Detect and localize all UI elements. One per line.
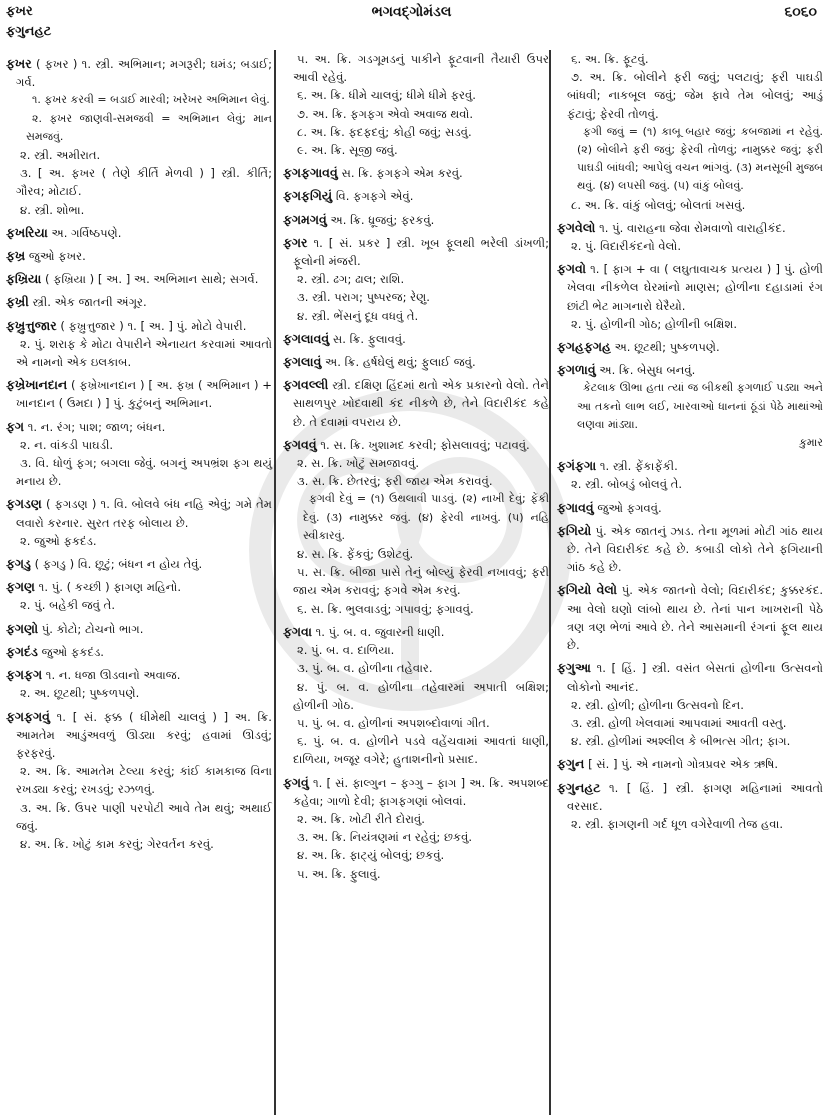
sense-item [557, 196, 823, 214]
sense-item [6, 436, 272, 454]
dictionary-entry [6, 643, 272, 661]
entry-text: ૧. [ સં. પ્રકર ] સ્ત્રી. ખૂબ ફૂલથી ભરેલી ડાંખળી; ફૂલોની મંજરી. [293, 235, 549, 269]
dictionary-entry [283, 211, 549, 229]
entry-text: ૪. પું. બ. વ. હોળીના તહેવારમાં અપાતી બક્ષિશ; હોળીની ગોઠ. [293, 679, 549, 712]
sense-item [6, 201, 272, 219]
column-divider [274, 50, 276, 1115]
entry-text: ફગવી દેવું = (૧) ઉથલાવી પાડવું. (૨) નાખી દેવું; ફેંકી દેવું. (૩) નામુક્કર જવું. (૪) ફેરવી નાખવું. (૫) નહિ સ્વીકારવું. [303, 492, 549, 542]
entry-text: ૧. [ સં. ફક્ક ( ધીમેથી ચાલવું ) ] અ. ક્રિ. આમતેમ આડુંઅવળું ઊડ્યા કરવું; હવામાં ઊડવું; ફરફરવું. [16, 709, 272, 760]
entry-text: અ. ક્રિ. હર્ષઘેલું થવું; ફુલાઈ જવું. [325, 355, 476, 370]
entry-text: સ્ત્રી. એક જાતની અંગૂર. [32, 295, 147, 310]
entry-text: ૩. વિ. ધોળું ફગ; બગલા જેવું. બગનું અપભ્રંશ ફગ થયું મનાય છે. [16, 456, 272, 489]
entry-text: ૨. સ્ત્રી. ઢગ; ઢાલ; રાશિ. [297, 272, 405, 287]
dictionary-entry [6, 317, 272, 335]
dictionary-entry [557, 338, 823, 356]
dictionary-entry [557, 755, 823, 773]
sense-item [283, 307, 549, 325]
headword: ફગલાવું [283, 354, 322, 370]
headword: ફગફગવું [6, 708, 50, 724]
headword: ફગ [6, 418, 25, 434]
sense-item [283, 123, 549, 141]
dictionary-entry [283, 330, 549, 348]
dictionary-column-2 [283, 50, 549, 883]
entry-text: પું. એક જાતનું ઝાડ. તેના મૂળમાં મોટી ગાંઠ થાય છે. તેને વિદારીકંદ કહે છે. કબાડી લોકો તેને ફગિયાની ગાંઠ કહે છે. [567, 523, 823, 575]
headword: ફગળાવું [557, 362, 596, 378]
dictionary-entry [6, 418, 272, 436]
entry-text: ૨. અ. ક્રિ. આમતેમ ટેલ્યા કરવું; કાંઈ કામકાજ વિના રખડ્યા કરવું; રખડવું; રઝળવું. [16, 764, 272, 797]
dictionary-entry [557, 361, 823, 379]
entry-text: ૨. સ્ત્રી. હોળી; હોળીના ઉત્સવનો દિન. [571, 697, 744, 712]
sense-item [283, 86, 549, 104]
entry-text: ૨. સ્ત્રી. ફાગણની ગર્દ ધૂળ વગેરેવાળી તેજ હવા. [571, 816, 784, 831]
sense-item [6, 762, 272, 798]
headword: ફગાવવું [557, 499, 594, 515]
sense-item [6, 164, 272, 200]
sense-item [6, 335, 272, 371]
headword: ફખ્રુત્તુજાર [6, 317, 57, 333]
entry-text: ( ફખ્રિયા ) [ અ. ] અ. અભિમાન સાથે; સગર્વ. [45, 272, 259, 287]
headword: ફગુનહટ [557, 779, 601, 795]
entry-text: ૨. પું. હોળીની ગોઠ; હોળીની બક્ષિશ. [571, 316, 738, 331]
entry-text: ૩. અ. ક્રિ. ઉપર પાણી પરપોટી આવે તેમ થવું; અથાઈ જવું. [16, 800, 272, 833]
entry-text: [ સં. ] પું. એ નામનો ગોત્રપ્રવર એક ઋષિ. [588, 757, 779, 772]
headword: ફગવું [283, 774, 309, 790]
book-title: ભગવદ્ગોમંડલ [371, 4, 452, 20]
entry-text: કુમાર [799, 436, 823, 450]
dictionary-entry [557, 219, 823, 237]
dictionary-entry [283, 353, 549, 371]
entry-text: ૧. ન. રંગ; પાશ; જાળ; બંધન. [27, 419, 166, 434]
sense-item [283, 141, 549, 159]
entry-text: ૬. અ. ક્રિ. ધીમે ચાલવું; ધીમે ધીમે ફરવું. [297, 88, 476, 103]
entry-text: ૨. ફખર જાણવી-સમજવી = અભિમાન લેવું; માન સમજવું. [26, 111, 272, 143]
dictionary-entry [283, 774, 549, 810]
entry-text: ૭. અ. ક્રિ. ફગફગ એવો અવાજ થવો. [297, 106, 474, 121]
entry-text: ૪. સ્ત્રી. શોભા. [20, 202, 85, 217]
headword: ફગવા [283, 623, 312, 639]
usage-example [6, 91, 272, 109]
entry-text: સ. ક્રિ. ફગફગે એમ કરવું. [341, 166, 463, 181]
sense-item [283, 846, 549, 864]
entry-text: ૨. અ. છૂટથી; પુષ્કળપણે. [20, 686, 140, 701]
entry-text: ૪. અ. ક્રિ. ખોટું કામ કરવું; ગેરવર્તન કરવું. [20, 836, 214, 851]
dictionary-entry [557, 457, 823, 475]
entry-text: ૧. પું. વારાહના જેવા રોમવાળો વારાહીકંદ. [599, 220, 786, 235]
headword: ફગડુ [6, 556, 31, 572]
guide-word-first: ફખર [6, 4, 33, 19]
dictionary-entry [6, 555, 272, 573]
entry-text: ૫. પું. બ. વ. હોળીનાં અપશબ્દોવાળાં ગીત. [297, 715, 490, 730]
headword: ફગલાવવું [283, 330, 330, 346]
entry-text: ફગી જવું = (૧) કાબૂ બહાર જવું; કબજામાં ન રહેવું. (૨) બોલીને ફરી જવું; ફેરવી તોળવું; નામુક્કર જવું; ફરી પાઘડી બાંધવી; આપેલું વચન ભાંગવું. (૩) મનસૂબી મુજબ થવું. (૪) લપસી જવું. (૫) વાંકું બોલવું. [577, 124, 823, 193]
headword: ફખર [6, 56, 32, 71]
entry-text: ૨. સ્ત્રી. બોબડું બોલવું તે. [571, 477, 683, 492]
headword: ફખરિયા [6, 224, 48, 240]
dictionary-entry [6, 666, 272, 684]
dictionary-entry [557, 659, 823, 695]
headword: ફગડણ [6, 496, 42, 512]
sense-item [283, 563, 549, 599]
headword: ફગદંડ [6, 643, 38, 659]
entry-text: ૧. [ હિં. ] સ્ત્રી. વસંત બેસતાં હોળીના ઉત્સવનો લોકોનો આનંદ. [567, 661, 824, 694]
sense-item [283, 600, 549, 618]
headword: ફગિયો [557, 522, 592, 538]
entry-text: અ. છૂટથી; પુષ્કળપણે. [614, 340, 720, 355]
dictionary-entry [557, 581, 823, 654]
entry-text: સ. ક્રિ. ફુલાવવું. [332, 331, 406, 346]
entry-text: ૧. સ. ક્રિ. ખુશામદ કરવી; ફોસલાવવું; પટાવવું. [320, 437, 530, 452]
entry-text: અ. ગર્વિષ્ઠપણે. [51, 225, 122, 240]
entry-text: ૨. પું. બ. વ. દાળિયા. [297, 643, 395, 658]
dictionary-entry [6, 708, 272, 763]
entry-text: ૧. [ ફાગ + વા ( લઘુતાવાચક પ્રત્યય ) ] પું. હોળી ખેલવા નીકળેલ ઘેરમાંનો માણસ; હોળીના દહાડામાં રંગ છાંટી ભેટ માગનારો ઘેરૈયો. [567, 262, 823, 313]
entry-text: જુઓ ફકદંડ. [41, 644, 104, 659]
headword: ફગંફગા [557, 458, 597, 474]
entry-text: ૧. ન. ધજા ઊડવાનો અવાજ. [45, 668, 181, 683]
entry-text: ૬. પું. બ. વ. હોળીને પડવે વહેંચવામાં આવતાં ધાણી, દાળિયા, ખજૂર વગેરે; હુતાશનીનો પ્રસાદ. [293, 734, 549, 767]
entry-text: ૩. અ. ક્રિ. નિયંત્રણમાં ન રહેવું; છકવું. [297, 830, 473, 845]
entry-text: ૧. પું. ( કચ્છી ) ફાગણ મહિનો. [38, 580, 182, 595]
headword: ફખ્રી [6, 294, 29, 310]
sense-item [6, 532, 272, 550]
entry-text: ૨. પું. શરાફ કે મોટા વેપારીને એનાયત કરવામાં આવતો એ નામનો એક ઇલકાબ. [16, 336, 272, 370]
entry-text: કેટલાક ઊભા હતા ત્યાં જ બીકથી ફગળાઈ પડ્યા અને આ તકનો લાભ લઈ, ખારવાઓ ધાનનાં ઠૂંડાં પેઠે માથાંઓ લણવા માંડ્યા. [577, 381, 823, 431]
sense-item [6, 799, 272, 835]
entry-text: ૨. સ. ક્રિ. ખોટું સમજાવવું. [297, 456, 420, 471]
entry-text: જુઓ ફખર. [28, 249, 86, 264]
dictionary-entry [6, 224, 272, 242]
entry-text: ૩. [ અ. ફખર ( તેણે કીર્તિ મેળવી ) ] સ્ત્રી. કીર્તિ; ગૌરવ; મોટાઈ. [16, 166, 272, 199]
citation-source [557, 434, 823, 452]
page-header [6, 4, 817, 48]
entry-text: ૧. સ્ત્રી. ફેંકાફેંકી. [599, 459, 678, 474]
sense-item [557, 237, 823, 255]
entry-text: ૭. અ. ક્રિ. બોલીને ફરી જવું; પલટાવું; ફરી પાઘડી બાંધવી; નાકબૂલ જવું; જેમ ફાવે તેમ બોલવું; આડું ફંટાવું; ફેરવી તોળવું. [567, 70, 823, 121]
sense-item [557, 68, 823, 123]
sense-item [557, 475, 823, 493]
dictionary-column-3 [557, 50, 823, 833]
entry-text: ૨. ન. વાંકડી પાઘડી. [20, 437, 114, 452]
entry-text: ૨. સ્ત્રી. અમીરાત. [20, 148, 101, 163]
headword: ફગવવું [283, 436, 317, 452]
headword: ફગણ [6, 579, 35, 595]
headword: ફગફગિયું [283, 188, 333, 204]
entry-text: ૨. પું. બહેકી જવું તે. [20, 598, 116, 613]
sense-item [557, 50, 823, 68]
dictionary-entry [283, 436, 549, 454]
dictionary-column-1 [6, 50, 272, 853]
entry-text: ૩. સ. ક્રિ. છેતરવું; ફરી જાય એમ કરાવવું. [297, 474, 493, 489]
entry-text: વિ. ફગફગે એવું. [335, 189, 414, 204]
entry-text: ૬. સ. ક્રિ. ભુલવાડવું; ગપાવવું; ફગાવવું. [297, 601, 474, 616]
entry-text: ( ફખ્રેખાનદાન ) [ અ. ફખ્ર ( અભિમાન ) + ખાનદાન ( ઉમદા ) ] પું. કુટુંબનું અભિમાન. [16, 378, 273, 411]
entry-text: ૮. અ. ક્રિ. ફદફદવું; કોહી જવું; સડવું. [297, 124, 472, 139]
dictionary-entry [557, 499, 823, 517]
column-divider [549, 50, 551, 1115]
headword: ફખ્રેખાનદાન [6, 377, 68, 393]
dictionary-entry [6, 293, 272, 311]
sense-item [283, 270, 549, 288]
sense-item [283, 105, 549, 123]
dictionary-entry [283, 623, 549, 641]
dictionary-entry [6, 495, 272, 531]
headword: ફગમગવું [283, 211, 327, 227]
headword: ફખ્ર [6, 248, 26, 264]
sense-item [6, 596, 272, 614]
headword: ફગફગ [6, 667, 43, 683]
usage-example [557, 379, 823, 434]
entry-text: ૩. સ્ત્રી. હોળી ખેલવામાં આપવામાં આવતી વસ્તુ. [571, 715, 787, 730]
entry-text: ૩. પું. બ. વ. હોળીના તહેવાર. [297, 661, 433, 676]
entry-text: ૩. સ્ત્રી. પરાગ; પુષ્પરજ; રેણુ. [297, 290, 430, 305]
sense-item [6, 146, 272, 164]
headword: ફગવેલો [557, 219, 596, 235]
headword: ફગુન [557, 756, 585, 772]
entry-text: જુઓ ફગવવું. [597, 500, 662, 515]
entry-text: ૫. અ. ક્રિ. ફુલાવું. [297, 866, 381, 881]
entry-text: પું. એક જાતનો વેલો; વિદારીકંદ; કુક્કરકંદ. આ વેલો ઘણો લાંબો થાય છે. તેનાં પાન ખાખરાની પેઠે ત્રણ ત્રણ ભેળાં આવે છે. તેને આસમાની રંગનાં ફૂલ થાય છે. [567, 583, 824, 653]
sense-item [6, 835, 272, 853]
usage-example [6, 110, 272, 146]
entry-text: અ. ક્રિ. બેસુધ બનવું. [599, 363, 696, 378]
entry-text: ૬. અ. ક્રિ. ફૂટવું. [571, 52, 649, 66]
entry-text: સ્ત્રી. દક્ષિણ હિંદમાં થતો એક પ્રકારનો વેલો. તેને સાથળપુર ખોદવાથી કંદ નીકળે છે, તેને વિદારીકંદ કહે છે. તે દવામાં વપરાય છે. [293, 378, 549, 429]
entry-text: ( ફગડુ ) વિ. છૂટું; બંધન ન હોય તેવું. [34, 557, 203, 572]
headword: ફગવલ્લી [283, 377, 329, 393]
entry-text: ૧. પું. બ. વ. જુવારની ધાણી. [315, 624, 445, 639]
dictionary-entry [283, 376, 549, 431]
sense-item [283, 714, 549, 732]
sense-item [557, 714, 823, 732]
sense-item [283, 732, 549, 768]
dictionary-entry [557, 260, 823, 315]
dictionary-entry [6, 578, 272, 596]
dictionary-entry [6, 55, 272, 91]
dictionary-entry [6, 247, 272, 265]
dictionary-entry [283, 187, 549, 205]
dictionary-entry [557, 522, 823, 577]
sense-item [283, 810, 549, 828]
sense-item [283, 641, 549, 659]
entry-text: ૨. અ. ક્રિ. ખોટી રીતે દોરાવું. [297, 811, 425, 826]
entry-text: ૮. અ. ક્રિ. વાંકું બોલવું; બોલતાં ખસવું. [571, 197, 746, 212]
entry-text: ૪. સ. ક્રિ. ફેંકવું; ઉશેટવું. [297, 547, 414, 562]
sense-item [283, 865, 549, 883]
entry-text: ૧. [ સં. ફાલ્ગુન – ફગ્ગુ – ફાગ ] અ. ક્રિ. અપશબ્દ કહેવા; ગાળો દેવી; ફાગફગણાં બોલવાં. [293, 775, 550, 808]
entry-text: ૪. અ. ક્રિ. ફાટ્યું બોલવું; છકવું. [297, 848, 445, 863]
entry-text: ( ફખ્રુત્તુજાર ) ૧. [ અ. ] પું. મોટો વેપારી. [60, 318, 247, 333]
entry-text: ૫. અ. ક્રિ. ગડગૂમડનું પાકીને ફૂટવાની તૈયારી ઉપર આવી રહેવું. [293, 52, 549, 85]
usage-example [283, 490, 549, 545]
usage-example [557, 123, 823, 196]
headword: ફગવો [557, 261, 586, 277]
sense-item [6, 684, 272, 702]
sense-item [283, 454, 549, 472]
entry-text: ૨. પું. વિદારીકંદનો વેલો. [571, 239, 682, 254]
sense-item [283, 472, 549, 490]
sense-item [557, 815, 823, 833]
entry-text: ૯. અ. ક્રિ. સૂજી જવું. [297, 143, 398, 158]
page-number: ૬૦૬૦ [784, 4, 817, 20]
dictionary-entry [6, 270, 272, 288]
headword: ફગહફગહ [557, 339, 611, 355]
sense-item [283, 545, 549, 563]
dictionary-entry [283, 234, 549, 270]
entry-text: ૫. સ. ક્રિ. બીજા પાસે તેનું બોલ્યું ફેરવી નખાવવું; ફરી જાય એમ કરાવવું; ફગવે એમ કરવું. [293, 565, 549, 598]
entry-text: ( ફગડણ ) ૧. વિ. બોલવે બંધ નહિ એવું; ગમે તેમ લવારો કરનાર. સુરત તરફ બોલાય છે. [16, 497, 272, 530]
sense-item [283, 678, 549, 714]
sense-item [283, 659, 549, 677]
headword: ફખ્રિયા [6, 271, 42, 287]
entry-text: ( ફખર ) ૧. સ્ત્રી. અભિમાન; મગરૂરી; ઘમંડ; બડાઈ; ગર્વ. [16, 57, 273, 90]
entry-text: ૧. ફખર કરવી = બડાઈ મારવી; ખરેખર અભિમાન લેવું. [32, 93, 270, 107]
sense-item [283, 828, 549, 846]
guide-word-last: ફગુનહટ [6, 24, 52, 39]
headword: ફગિયો વેલો [557, 582, 617, 598]
headword: ફગણો [6, 620, 39, 636]
sense-item [283, 288, 549, 306]
sense-item [283, 50, 549, 86]
sense-item [6, 454, 272, 490]
entry-text: ૧. [ હિં. ] સ્ત્રી. ફાગણ મહિનામાં આવતો વરસાદ. [567, 780, 824, 813]
headword: ફગફગાવવું [283, 165, 338, 181]
dictionary-entry [6, 620, 272, 638]
sense-item [557, 696, 823, 714]
sense-item [557, 315, 823, 333]
headword: ફગુઆ [557, 660, 591, 676]
headword: ફગર [283, 234, 308, 250]
entry-text: ૪. સ્ત્રી. ભેંસનું દૂધ વધવું તે. [297, 308, 419, 323]
sense-item [557, 732, 823, 750]
entry-text: ૨. જુઓ ફકદંડ. [20, 533, 97, 548]
entry-text: ૪. સ્ત્રી. હોળીમાં અશ્લીલ કે બીભત્સ ગીત; ફાગ. [571, 734, 791, 749]
entry-text: પું. કોટો; ટોચનો ભાગ. [41, 621, 144, 636]
dictionary-entry [557, 779, 823, 815]
dictionary-entry [6, 376, 272, 412]
entry-text: અ. ક્રિ. ધ્રૂજવું; ફરકવું. [330, 212, 435, 227]
dictionary-entry [283, 164, 549, 182]
